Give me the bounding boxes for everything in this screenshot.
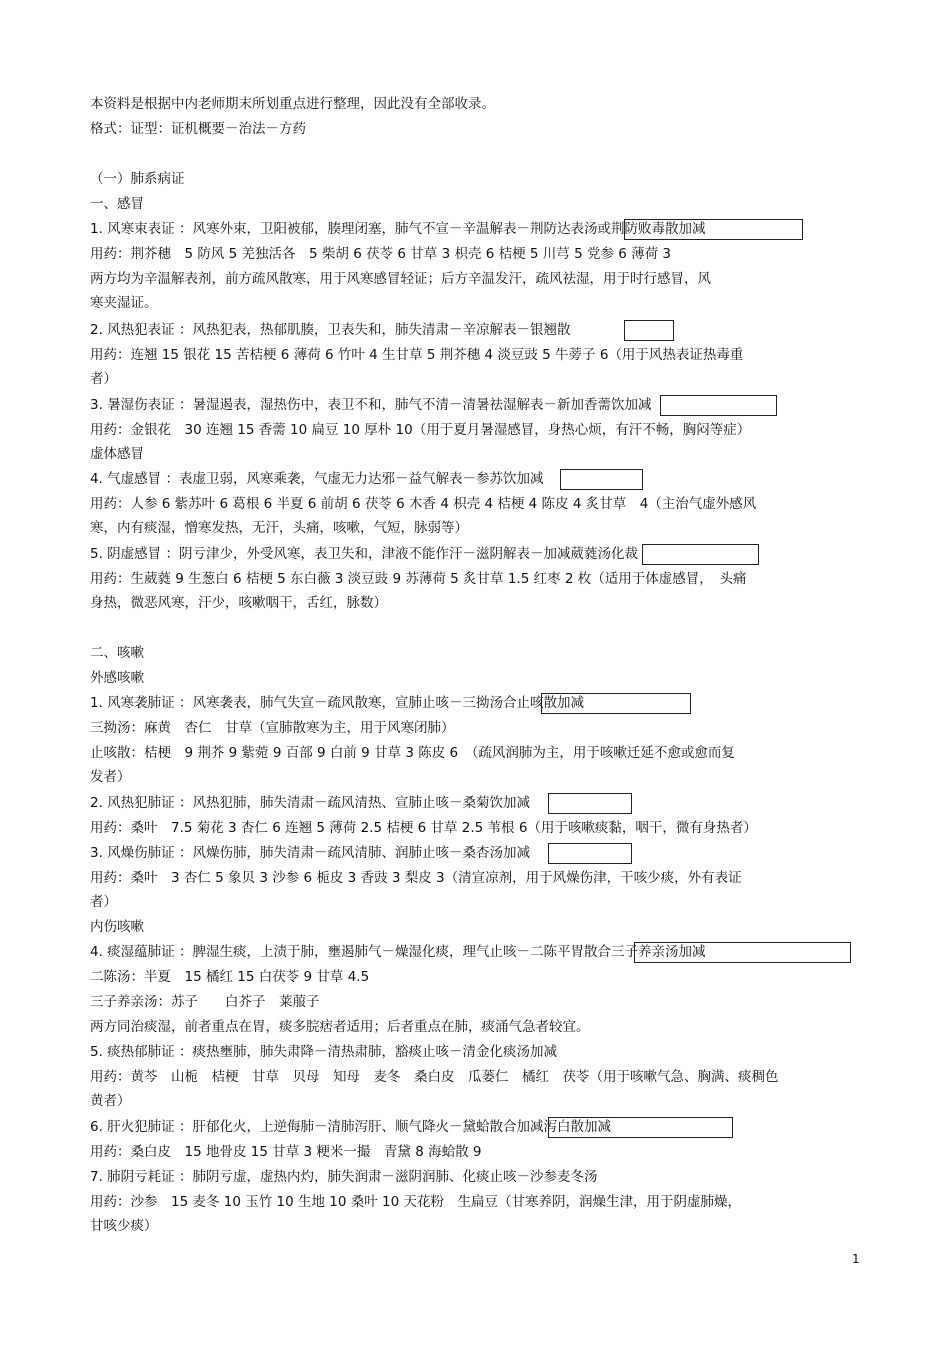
note-line: 寒，内有痰湿，憎寒发热，无汗，头痛，咳嗽，气短，脉弱等） (90, 520, 468, 536)
syndrome-line: 1. 风寒袭肺证 ：风寒袭表，肺气失宣－疏风散寒，宣肺止咳－三拗汤合止咳散加减 (90, 695, 584, 711)
formula-line: 止咳散：桔梗 9 荆芥 9 紫菀 9 百部 9 白前 9 甘草 3 陈皮 6 （疏风润肺为主，用于咳嗽迁延不愈或愈而复 (90, 745, 735, 761)
medication-line: 用药：人参 6 紫苏叶 6 葛根 6 半夏 6 前胡 6 茯苓 6 木香 4 枳壳 4 桔梗 4 陈皮 4 炙甘草 4（主治气虚外感风 (90, 496, 757, 512)
formula-box (560, 469, 643, 490)
medication-line: 用药：桑叶 3 杏仁 5 象贝 3 沙参 6 栀皮 3 香豉 3 梨皮 3（清宣凉剂，用于风燥伤津，干咳少痰，外有表证 (90, 870, 742, 886)
note-line: 身热，微恶风寒，汗少，咳嗽咽干，舌红，脉数） (90, 595, 387, 611)
formula-box (548, 793, 632, 814)
syndrome-line: 4. 气虚感冒 ：表虚卫弱，风寒乘袭，气虚无力达邪－益气解表－参苏饮加减 (90, 471, 544, 487)
note-line: 寒夹湿证。 (90, 295, 158, 311)
formula-box (642, 544, 759, 565)
note-line: 甘咳少痰） (90, 1218, 158, 1234)
formula-box (541, 693, 691, 714)
subsection-heading: 内伤咳嗽 (90, 919, 144, 935)
format-line: 格式：证型：证机概要－治法－方药 (90, 121, 306, 137)
medication-line: 用药：桑叶 7.5 菊花 3 杏仁 6 连翘 5 薄荷 2.5 桔梗 6 甘草 2.5 苇根 6（用于咳嗽痰黏，咽干，微有身热者） (90, 820, 757, 836)
syndrome-line: 3. 暑湿伤表证 ：暑湿遏表，湿热伤中，表卫不和，肺气不清－清暑祛湿解表－新加香薷饮加减 (90, 397, 652, 413)
formula-line: 三子养亲汤：苏子 白芥子 莱菔子 (90, 994, 320, 1010)
syndrome-line: 2. 风热犯肺证 ：风热犯肺，肺失清肃－疏风清热、宣肺止咳－桑菊饮加减 (90, 795, 530, 811)
formula-box (660, 395, 777, 416)
formula-box (624, 219, 803, 240)
medication-line: 用药：连翘 15 银花 15 苦桔梗 6 薄荷 6 竹叶 4 生甘草 5 荆芥穗 4 淡豆豉 5 牛蒡子 6（用于风热表证热毒重 (90, 347, 744, 363)
syndrome-line: 5. 痰热郁肺证 ：痰热壅肺，肺失肃降－清热肃肺，豁痰止咳－清金化痰汤加减 (90, 1044, 557, 1060)
page-number: 1 (852, 1252, 860, 1266)
syndrome-line: 2. 风热犯表证 ：风热犯表，热郁肌腠，卫表失和，肺失清肃－辛凉解表－银翘散 (90, 322, 571, 338)
note-line: 两方同治痰湿，前者重点在胃，痰多脘痞者适用；后者重点在肺，痰涌气急者较宜。 (90, 1019, 590, 1035)
note-line: 黄者） (90, 1093, 131, 1109)
medication-line: 用药：黄芩 山栀 桔梗 甘草 贝母 知母 麦冬 桑白皮 瓜蒌仁 橘红 茯苓（用于咳嗽气急、胸满、痰稠色 (90, 1069, 779, 1085)
syndrome-line: 6. 肝火犯肺证 ：肝郁化火，上逆侮肺－清肺泻肝、顺气降火－黛蛤散合加减泻白散加减 (90, 1119, 611, 1135)
note-line: 两方均为辛温解表剂，前方疏风散寒，用于风寒感冒轻证；后方辛温发汗，疏风祛湿，用于时行感冒，风 (90, 271, 711, 287)
formula-box (548, 843, 632, 864)
note-line: 发者） (90, 769, 131, 785)
subsection-heading: 外感咳嗽 (90, 670, 144, 686)
formula-box (634, 942, 851, 963)
section-heading: （一）肺系病证 (90, 171, 185, 187)
medication-line: 用药：生葳蕤 9 生葱白 6 桔梗 5 东白薇 3 淡豆豉 9 苏薄荷 5 炙甘草 1.5 红枣 2 枚（适用于体虚感冒， 头痛 (90, 571, 747, 587)
syndrome-line: 4. 痰湿蕴肺证 ：脾湿生痰，上渍于肺，壅遏肺气－燥湿化痰，理气止咳－二陈平胃散合三子养亲汤加减 (90, 944, 706, 960)
subsection-heading: 二、咳嗽 (90, 645, 144, 661)
medication-line: 用药：沙参 15 麦冬 10 玉竹 10 生地 10 桑叶 10 天花粉 生扁豆（甘寒养阴，润燥生津，用于阴虚肺燥， (90, 1194, 742, 1210)
formula-box (548, 1117, 733, 1138)
medication-line: 用药：金银花 30 连翘 15 香薷 10 扁豆 10 厚朴 10（用于夏月暑湿感冒，身热心烦，有汗不畅，胸闷等症） (90, 422, 751, 438)
medication-line: 用药：桑白皮 15 地骨皮 15 甘草 3 粳米一撮 青黛 8 海蛤散 9 (90, 1144, 482, 1160)
formula-line: 二陈汤：半夏 15 橘红 15 白茯苓 9 甘草 4.5 (90, 969, 370, 985)
subsection-heading: 虚体感冒 (90, 446, 144, 462)
syndrome-line: 5. 阴虚感冒 ：阴亏津少，外受风寒，表卫失和，津液不能作汗－滋阴解表－加减葳蕤汤化裁 (90, 546, 638, 562)
note-line: 者） (90, 894, 117, 910)
intro-line: 本资料是根据中内老师期末所划重点进行整理，因此没有全部收录。 (90, 96, 495, 112)
formula-box (624, 320, 674, 341)
syndrome-line: 3. 风燥伤肺证 ：风燥伤肺，肺失清肃－疏风清肺、润肺止咳－桑杏汤加减 (90, 845, 530, 861)
medication-line: 用药：荆芥穗 5 防风 5 羌独活各 5 柴胡 6 茯苓 6 甘草 3 枳壳 6 桔梗 5 川芎 5 党参 6 薄荷 3 (90, 246, 672, 262)
subsection-heading: 一、感冒 (90, 196, 144, 212)
formula-line: 三拗汤：麻黄 杏仁 甘草（宣肺散寒为主，用于风寒闭肺） (90, 720, 455, 736)
note-line: 者） (90, 371, 117, 387)
syndrome-line: 7. 肺阴亏耗证 ：肺阴亏虚，虚热内灼，肺失润肃－滋阴润肺、化痰止咳－沙参麦冬汤 (90, 1169, 598, 1185)
syndrome-line: 1. 风寒束表证 ：风寒外束，卫阳被郁，腠理闭塞，肺气不宣－辛温解表－荆防达表汤或荆防败毒散加减 (90, 221, 706, 237)
